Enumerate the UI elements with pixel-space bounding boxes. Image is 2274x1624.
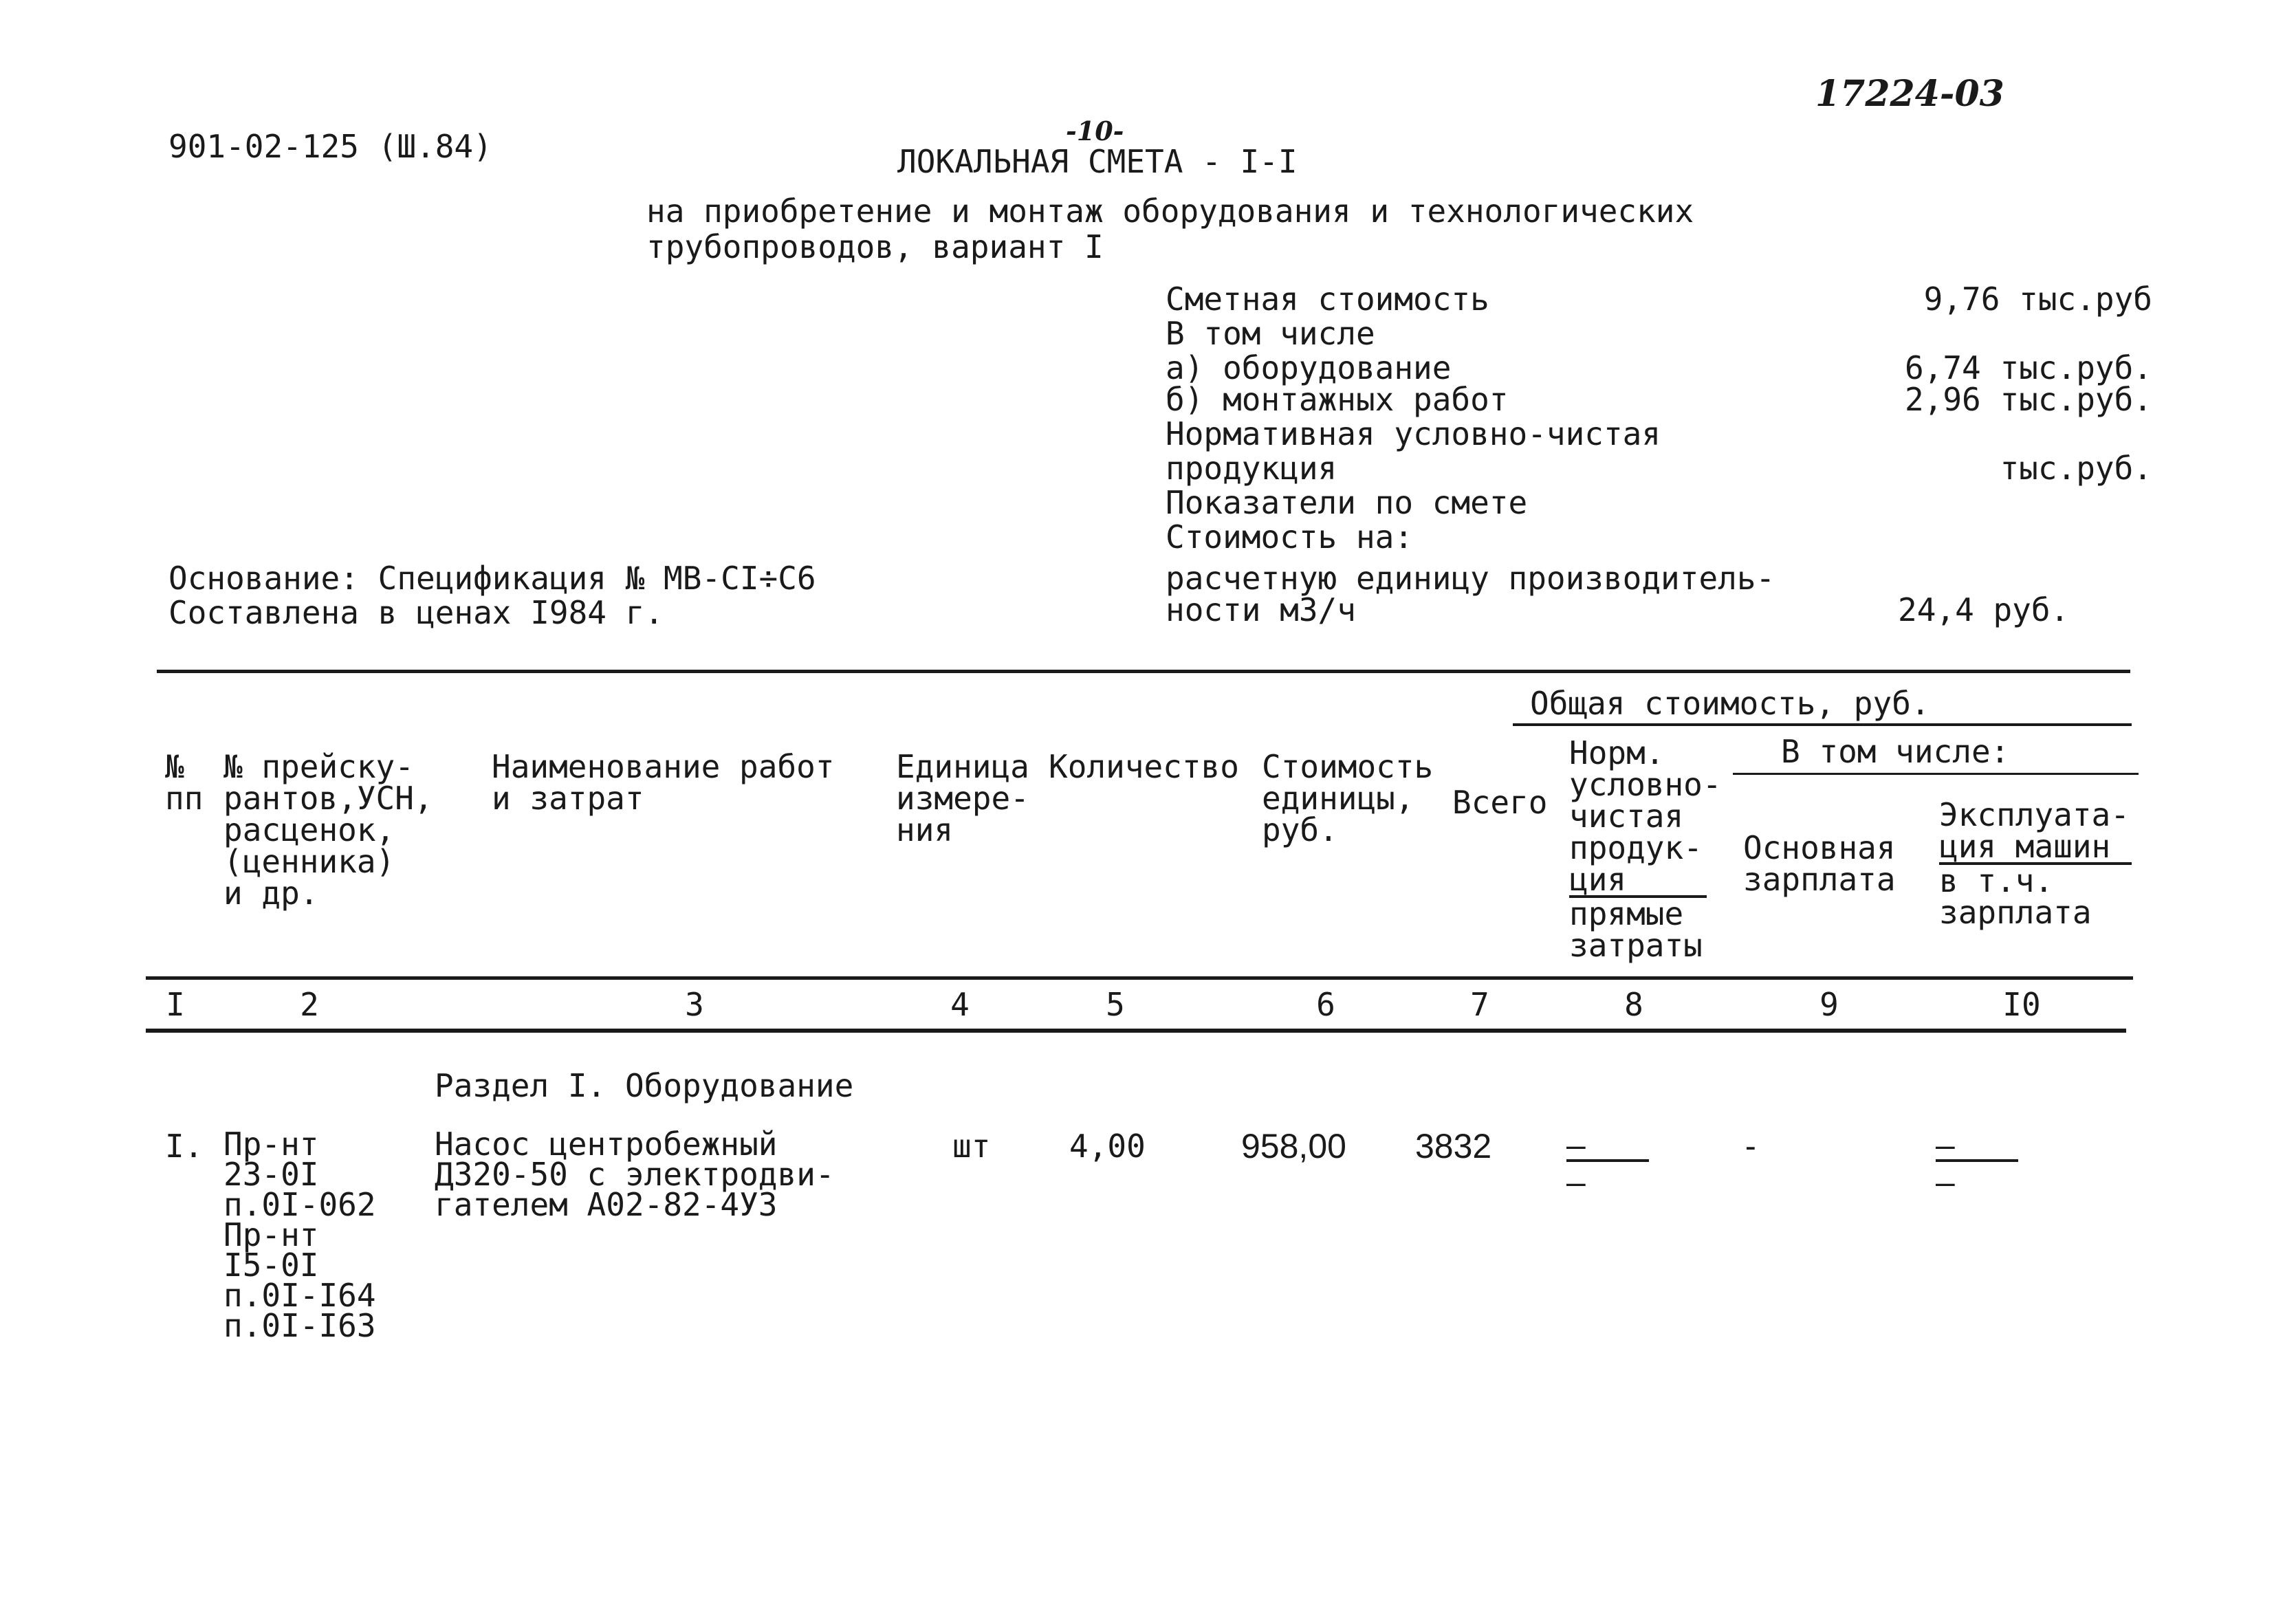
row-quantity: 4,00 <box>1069 1128 1146 1165</box>
row-unit: шт <box>952 1128 991 1165</box>
header-col-2-line: расценок, <box>223 811 395 848</box>
dash-mark: – <box>1566 1164 1586 1201</box>
estimated-cost-value: 9,76 тыс.руб <box>1923 281 2152 318</box>
column-number-5: 5 <box>1106 986 1125 1023</box>
item-name-line: Д320-50 с электродви- <box>435 1156 835 1193</box>
header-col-8-line: затраты <box>1569 927 1703 964</box>
column-number-10: I0 <box>2002 986 2041 1023</box>
price-reference: Пр-нт <box>223 1216 319 1253</box>
table-top-rule <box>157 670 2130 673</box>
header-col-5-line: Количество <box>1049 748 1239 785</box>
column-numbers-bottom-rule <box>146 1029 2126 1033</box>
equipment-value: 6,74 тыс.руб. <box>1904 349 2152 386</box>
row-price-references <box>223 1126 376 1344</box>
item-name-line: Насос центробежный <box>435 1126 778 1163</box>
row-item-name <box>435 1126 835 1223</box>
column-number-3: 3 <box>685 986 704 1023</box>
header-col-8-line: чистая <box>1569 798 1684 835</box>
document-code: 901-02-125 (Ш.84) <box>168 128 492 165</box>
header-col-10-line: в т.ч. <box>1939 862 2054 899</box>
normative-product-label-line2: продукция <box>1166 450 1337 487</box>
header-col-10-line: зарплата <box>1939 894 2092 931</box>
header-col-6-line: руб. <box>1262 811 1338 848</box>
header-col-2-line: № прейску- <box>223 748 414 785</box>
unit-capacity-value: 24,4 руб. <box>1898 591 2070 628</box>
header-col-2-line: и др. <box>223 875 319 912</box>
document-subtitle-line2: трубопроводов, вариант I <box>646 228 1104 265</box>
header-col-9-line: зарплата <box>1743 861 1896 898</box>
row-unit-cost: 958,00 <box>1241 1127 1346 1165</box>
header-col-1-line: пп <box>165 780 204 817</box>
including-header-rule <box>1733 773 2139 775</box>
header-col-8-line: продук- <box>1569 829 1703 866</box>
estimated-cost-label: Сметная стоимость <box>1166 281 1489 318</box>
column-number-1: I <box>166 986 185 1023</box>
unit-capacity-label-line2: ности м3/ч <box>1166 591 1356 628</box>
header-col-10-line: ция машин <box>1939 831 2132 865</box>
header-col-2-line: (ценника) <box>223 843 395 880</box>
row-col9-dash: - <box>1741 1128 1760 1165</box>
basis-line: Основание: Спецификация № МВ-CI÷C6 <box>168 560 816 597</box>
section-title: Раздел I. Оборудование <box>435 1067 854 1104</box>
dash-mark: – <box>1936 1164 1955 1201</box>
equipment-label: а) оборудование <box>1166 349 1452 386</box>
group-header-rule <box>1513 723 2132 726</box>
header-col-3-line: Наименование работ <box>492 748 835 785</box>
header-col-8-line: условно- <box>1569 766 1722 803</box>
unit-capacity-label-line1: расчетную единицу производитель- <box>1166 560 1775 597</box>
price-reference: Пр-нт <box>223 1126 319 1163</box>
row-col10-dashes <box>1936 1127 2018 1203</box>
document-subtitle-line1: на приобретение и монтаж оборудования и технологических <box>646 193 1694 230</box>
header-col-5 <box>1049 748 1239 785</box>
including-group-header: В том числе: <box>1781 733 2010 770</box>
header-col-8 <box>1569 734 1722 964</box>
header-col-10-line: Эксплуата- <box>1939 796 2130 833</box>
header-col-4-line: ния <box>896 811 954 848</box>
price-reference: п.0I-I63 <box>223 1307 376 1344</box>
column-number-6: 6 <box>1316 986 1335 1023</box>
header-col-2-line: рантов,УСН, <box>223 780 433 817</box>
row-total: 3832 <box>1415 1127 1492 1165</box>
total-cost-group-header: Общая стоимость, руб. <box>1530 685 1930 722</box>
dash-mark: – <box>1566 1132 1649 1162</box>
header-bottom-rule <box>146 976 2133 980</box>
header-col-6-line: Стоимость <box>1262 748 1434 785</box>
normative-product-value: тыс.руб. <box>2000 450 2152 487</box>
header-col-9-line: Основная <box>1743 829 1896 866</box>
header-col-8-line: ция <box>1569 864 1707 898</box>
page-number-mark: -10- <box>1066 116 1124 146</box>
document-title: ЛОКАЛЬНАЯ СМЕТА - I-I <box>897 143 1298 180</box>
header-col-7: Всего <box>1452 784 1548 821</box>
indicators-label: Показатели по смете <box>1166 484 1528 521</box>
row-number: I. <box>165 1128 204 1165</box>
header-col-2 <box>223 748 433 912</box>
header-col-8-line: прямые <box>1569 895 1684 932</box>
column-number-8: 8 <box>1624 986 1643 1023</box>
header-col-4-line: измере- <box>896 780 1029 817</box>
archive-stamp-number: 17224-03 <box>1815 73 2004 115</box>
normative-product-label-line1: Нормативная условно-чистая <box>1166 415 1661 452</box>
column-number-7: 7 <box>1470 986 1489 1023</box>
header-col-4 <box>896 748 1029 848</box>
price-reference: 23-0I <box>223 1156 319 1193</box>
header-col-3 <box>492 748 835 817</box>
price-reference: I5-0I <box>223 1247 319 1284</box>
installation-label: б) монтажных работ <box>1166 381 1509 418</box>
header-col-1-line: № <box>165 748 184 785</box>
installation-value: 2,96 тыс.руб. <box>1904 381 2152 418</box>
column-number-4: 4 <box>950 986 970 1023</box>
header-col-6 <box>1262 748 1434 848</box>
header-col-4-line: Единица <box>896 748 1029 785</box>
column-number-2: 2 <box>300 986 319 1023</box>
header-col-3-line: и затрат <box>492 780 644 817</box>
cost-per-label: Стоимость на: <box>1166 518 1414 556</box>
header-col-6-line: единицы, <box>1262 780 1414 817</box>
header-col-8-line: Норм. <box>1569 734 1665 771</box>
price-year-line: Составлена в ценах I984 г. <box>168 594 664 631</box>
including-label: В том числе <box>1166 315 1375 352</box>
dash-mark: – <box>1936 1132 2018 1162</box>
price-reference: п.0I-I64 <box>223 1277 376 1314</box>
header-col-9 <box>1743 829 1896 898</box>
item-name-line: гателем А02-82-4У3 <box>435 1186 778 1223</box>
header-col-10 <box>1939 796 2132 931</box>
price-reference: п.0I-062 <box>223 1186 376 1223</box>
row-col8-dashes <box>1566 1127 1649 1203</box>
header-col-1 <box>165 748 204 817</box>
column-number-9: 9 <box>1819 986 1839 1023</box>
